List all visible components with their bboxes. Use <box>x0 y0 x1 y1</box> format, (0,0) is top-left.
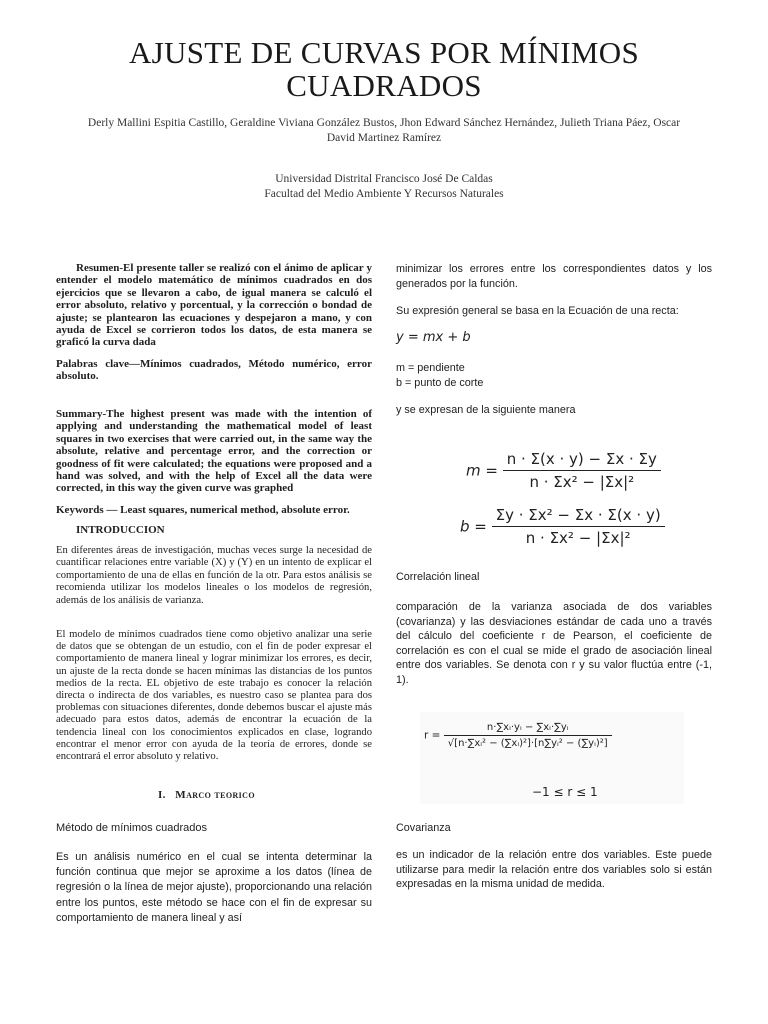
author-list: Derly Mallini Espitia Castillo, Geraldine Viviana González Bustos, Jhon Edward Sánchez Hernández, Julieth Triana Páez, Oscar David Martinez Ramírez <box>87 117 681 144</box>
affiliation-faculty: Facultad del Medio Ambiente Y Recursos Naturales <box>264 188 504 200</box>
pearson-numerator: n·∑xᵢ·yᵢ − ∑xᵢ·∑yᵢ <box>444 722 612 736</box>
intercept-numerator: Σy · Σx² − Σx · Σ(x · y) <box>492 506 665 527</box>
intercept-denominator: n · Σx² − |Σx|² <box>525 529 631 547</box>
correlacion-heading: Correlación lineal <box>396 571 480 583</box>
keywords: Keywords — Least squares, numerical method, absolute error. <box>56 504 350 516</box>
intro-paragraph-2: El modelo de mínimos cuadrados tiene como objetivo analizar una serie de datos que se obtengan de un estudio, con el fin de poder expresar el comportamiento de manera lineal y lograr minimizar los errores, es decir, un ajuste de la recta donde se hacen mínimas las distancias de los puntos medios de la recta. EL objetivo de este trabajo es conocer la relación directa o indirecta de dos variables, es nuestro caso se plantea para dos problemas con situaciones diferentes, donde debemos buscar el ajuste más adecuado para estos datos, además de encontrar la ecuación de la tendencia lineal con los conocimientos explicados en clase, logrando encontrar el menor error con ayuda de la teoría de errores, donde se encontrará el error absoluto y relativo. <box>56 629 372 763</box>
covarianza-paragraph: es un indicador de la relación entre dos variables. Este puede utilizarse para medir la relación entre dos variables solo si están expresadas en la misma unidad de medida. <box>396 849 712 890</box>
pearson-lhs: r = <box>424 729 441 742</box>
slope-denominator: n · Σx² − |Σx|² <box>529 473 635 491</box>
paper-title: AJUSTE DE CURVAS POR MÍNIMOS CUADRADOS <box>128 35 640 103</box>
metodo-paragraph: Es un análisis numérico en el cual se intenta determinar la función continua que mejor se aproxime a los datos (línea de regresión o la línea de mejor ajuste), proporcionando una relación entre los puntos, este método se hace con el fin de expresar su comportamiento de manera lineal y así <box>56 851 372 924</box>
intercept-formula <box>460 506 665 547</box>
right-paragraph-2: Su expresión general se basa en la Ecuación de una recta: <box>396 305 679 317</box>
definition-m: m = pendiente <box>396 362 465 374</box>
slope-lhs: m = <box>466 461 498 480</box>
metodo-heading: Método de mínimos cuadrados <box>56 822 208 834</box>
right-paragraph-1: minimizar los errores entre los correspondientes datos y los generados por la función. <box>396 263 712 290</box>
summary-paragraph: Summary-The highest present was made with the intention of applying and understanding the mathematical model of least squares in two exercises that were carried out, in the same way the absolute, relative and percentage error, and the correction or goodness of fit were calculated; the equations were proposed and a hand was solved, and with the help of Excel all the data were corrected, in this way the given curve was graphed <box>56 408 372 495</box>
right-paragraph-3: y se expresan de la siguiente manera <box>396 404 576 416</box>
pearson-formula-image <box>420 712 684 804</box>
affiliation-university: Universidad Distrital Francisco José De Caldas <box>275 173 493 185</box>
marco-title: Marco teorico <box>175 789 255 801</box>
pearson-range: −1 ≤ r ≤ 1 <box>532 785 598 799</box>
marco-heading <box>158 789 255 801</box>
marco-number: I. <box>158 789 166 801</box>
intro-paragraph-1: En diferentes áreas de investigación, muchas veces surge la necesidad de cuantificar relaciones entre variable (X) y (Y) en un intento de explicar el comportamiento de una de ellas en función de la otr. Para estos análisis se recomienda utilizar los modelos lineales o los modelos de regresión, además de los análisis de varianza. <box>56 545 372 606</box>
line-equation: y = mx + b <box>396 330 471 345</box>
correlacion-paragraph: comparación de la varianza asociada de dos variables (covarianza) y las desviaciones estándar de cada uno a través del cálculo del coeficiente r de Pearson, el coeficiente de correlación es con el cual se mide el grado de asociación lineal entre dos variables. Se denota con r y su valor fluctúa entre (-1, 1). <box>396 601 712 686</box>
resumen-paragraph: Resumen-El presente taller se realizó con el ánimo de aplicar y entender el modelo matemático de mínimos cuadrados en dos ejercicios que se llevaron a cabo, de igual manera se calculó el error absoluto, relativo y porcentual, y la corrección o bondad de ajuste; se plantearon las ecuaciones y despejaron a mano, y con ayuda de Excel se corrieron todos los datos, de esta manera se graficó la curva dada <box>56 262 372 349</box>
intercept-lhs: b = <box>460 517 487 536</box>
pearson-formula <box>424 722 612 749</box>
intro-heading: INTRODUCCION <box>76 524 165 536</box>
definition-b: b = punto de corte <box>396 377 484 389</box>
affiliation <box>80 172 688 202</box>
covarianza-heading: Covarianza <box>396 822 451 834</box>
pearson-denominator: √[n·∑xᵢ² − (∑xᵢ)²]·[n∑yᵢ² − (∑yᵢ)²] <box>447 738 608 749</box>
slope-numerator: n · Σ(x · y) − Σx · Σy <box>503 450 661 471</box>
palabras-clave: Palabras clave—Mínimos cuadrados, Método numérico, error absoluto. <box>56 358 372 383</box>
slope-formula <box>466 450 661 491</box>
